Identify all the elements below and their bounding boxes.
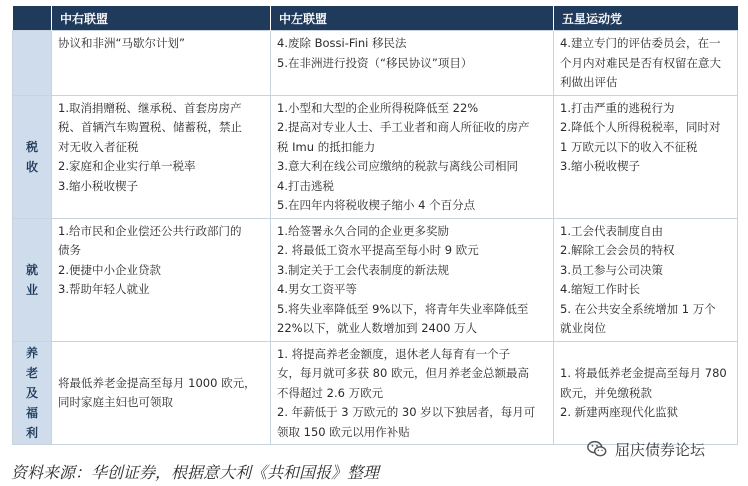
center-left-cell — [271, 341, 554, 445]
row-label-char: 利 — [25, 425, 38, 440]
header-center-right-coalition: 中右联盟 — [52, 6, 271, 31]
cell-line: 3.缩小税收楔子 — [58, 178, 138, 193]
five-star-cell — [554, 218, 738, 341]
source-note: 资料来源：华创证券，根据意大利《共和国报》整理 — [11, 463, 380, 482]
row-tax — [13, 95, 738, 218]
row-immigration-continued — [13, 31, 738, 96]
center-left-cell — [271, 31, 554, 96]
wechat-icon — [586, 438, 608, 460]
center-right-cell — [52, 341, 271, 445]
row-label-char: 及 — [25, 385, 38, 400]
cell-line: 2.便捷中小企业贷款 — [58, 262, 161, 277]
cell-line: 1.给签署永久合同的企业更多奖励 — [277, 223, 449, 238]
cell-line: 女，每月就可多获 80 欧元，但月养老金总额最高 — [277, 366, 529, 380]
cell-line: 1.取消捐赠税、继承税、首套房房产 — [58, 100, 242, 115]
header-five-star-movement: 五星运动党 — [554, 6, 738, 31]
cell-line: 不得超过 2.6 万欧元 — [277, 385, 384, 400]
cell-line: 领取 150 欧元以用作补贴 — [277, 424, 410, 439]
cell-line: 3.员工参与公司决策 — [560, 262, 663, 277]
row-employment — [13, 218, 738, 341]
cell-line: 税、首辆汽车购置税、储蓄税，禁止 — [58, 120, 242, 134]
cell-line: 1.工会代表制度自由 — [560, 223, 663, 238]
cell-line: 4.缩短工作时长 — [560, 282, 640, 296]
policy-comparison-table — [12, 6, 738, 445]
cell-line: 税 Imu 的抵扣能力 — [277, 139, 376, 154]
row-label-char: 福 — [25, 405, 38, 420]
cell-line: 5.在四年内将税收楔子缩小 4 个百分点 — [277, 198, 476, 212]
row-label — [13, 31, 52, 96]
cell-line: 4.废除 Bossi-Fini 移民法 — [277, 36, 407, 50]
row-pension-welfare — [13, 341, 738, 445]
cell-line: 1.给市民和企业偿还公共行政部门的 — [58, 223, 242, 238]
table-header-row — [13, 6, 738, 31]
cell-line: 对无收入者征税 — [58, 139, 139, 154]
cell-line: 4.打击逃税 — [277, 178, 334, 193]
cell-line: 利做出评估 — [560, 75, 618, 89]
cell-line: 4.男女工资平等 — [277, 282, 357, 296]
cell-line: 个月内对难民是否有权留在意大 — [560, 55, 721, 70]
cell-line: 5. 在公共安全系统增加 1 万个 — [560, 301, 716, 316]
header-corner — [13, 6, 52, 31]
cell-line: 3.制定关于工会代表制度的新法规 — [277, 262, 449, 277]
cell-line: 1 万欧元以下的收入不征税 — [560, 139, 698, 154]
cell-line: 3.缩小税收楔子 — [560, 159, 640, 173]
cell-line: 3.意大利在线公司应缴纳的税款与离线公司相同 — [277, 159, 518, 173]
cell-line: 2.解除工会会员的特权 — [560, 243, 675, 257]
row-label — [13, 341, 52, 445]
five-star-cell — [554, 31, 738, 96]
five-star-cell — [554, 95, 738, 218]
cell-line: 5.在非洲进行投资（“移民协议”项目） — [277, 55, 473, 70]
cell-line: 2. 将最低工资水平提高至每小时 9 欧元 — [277, 243, 479, 257]
cell-line: 2.提高对专业人士、手工业者和商人所征收的房产 — [277, 120, 530, 134]
cell-line: 2.家庭和企业实行单一税率 — [58, 159, 196, 173]
cell-line: 1. 将提高养老金额度，退休老人每育有一个子 — [277, 346, 511, 361]
cell-line: 欧元，并免缴税款 — [560, 385, 652, 400]
center-left-cell — [271, 95, 554, 218]
row-label-char: 养 — [25, 345, 38, 360]
center-right-cell — [52, 31, 271, 96]
cell-line: 2. 年薪低于 3 万欧元的 30 岁以下独居者，每月可 — [277, 405, 536, 419]
cell-line: 2.降低个人所得税税率，同时对 — [560, 120, 721, 134]
row-label — [13, 218, 52, 341]
cell-line: 就业岗位 — [560, 321, 606, 335]
row-label-char: 收 — [25, 159, 38, 174]
row-label-char: 税 — [25, 139, 38, 154]
cell-line: 22%以下，就业人数增加到 2400 万人 — [277, 321, 478, 335]
cell-line: 4.建立专门的评估委员会，在一 — [560, 36, 721, 50]
center-right-cell — [52, 218, 271, 341]
watermark-text: 屈庆债券论坛 — [615, 440, 706, 459]
cell-line: 3.帮助年轻人就业 — [58, 282, 150, 296]
cell-line: 1.打击严重的逃税行为 — [560, 100, 675, 115]
row-label-char: 就 — [25, 262, 38, 277]
cell-line: 协议和非洲“马歇尔计划” — [58, 36, 185, 50]
cell-line: 2. 新建两座现代化监狱 — [560, 405, 679, 419]
header-center-left-coalition: 中左联盟 — [271, 6, 554, 31]
row-label-char: 老 — [25, 365, 38, 380]
center-left-cell — [271, 218, 554, 341]
row-label — [13, 95, 52, 218]
cell-line: 1.小型和大型的企业所得税降低至 22% — [277, 100, 479, 115]
cell-line: 同时家庭主妇也可领取 — [58, 395, 173, 410]
cell-line: 债务 — [58, 243, 81, 257]
row-label-char: 业 — [25, 282, 38, 297]
cell-line: 将最低养老金提高至每月 1000 欧元， — [58, 375, 256, 390]
five-star-cell — [554, 341, 738, 445]
cell-line: 1. 将最低养老金提高至每月 780 — [560, 366, 727, 380]
watermark — [586, 438, 705, 460]
center-right-cell — [52, 95, 271, 218]
cell-line: 5.将失业率降低至 9%以下，将青年失业率降低至 — [277, 301, 529, 316]
